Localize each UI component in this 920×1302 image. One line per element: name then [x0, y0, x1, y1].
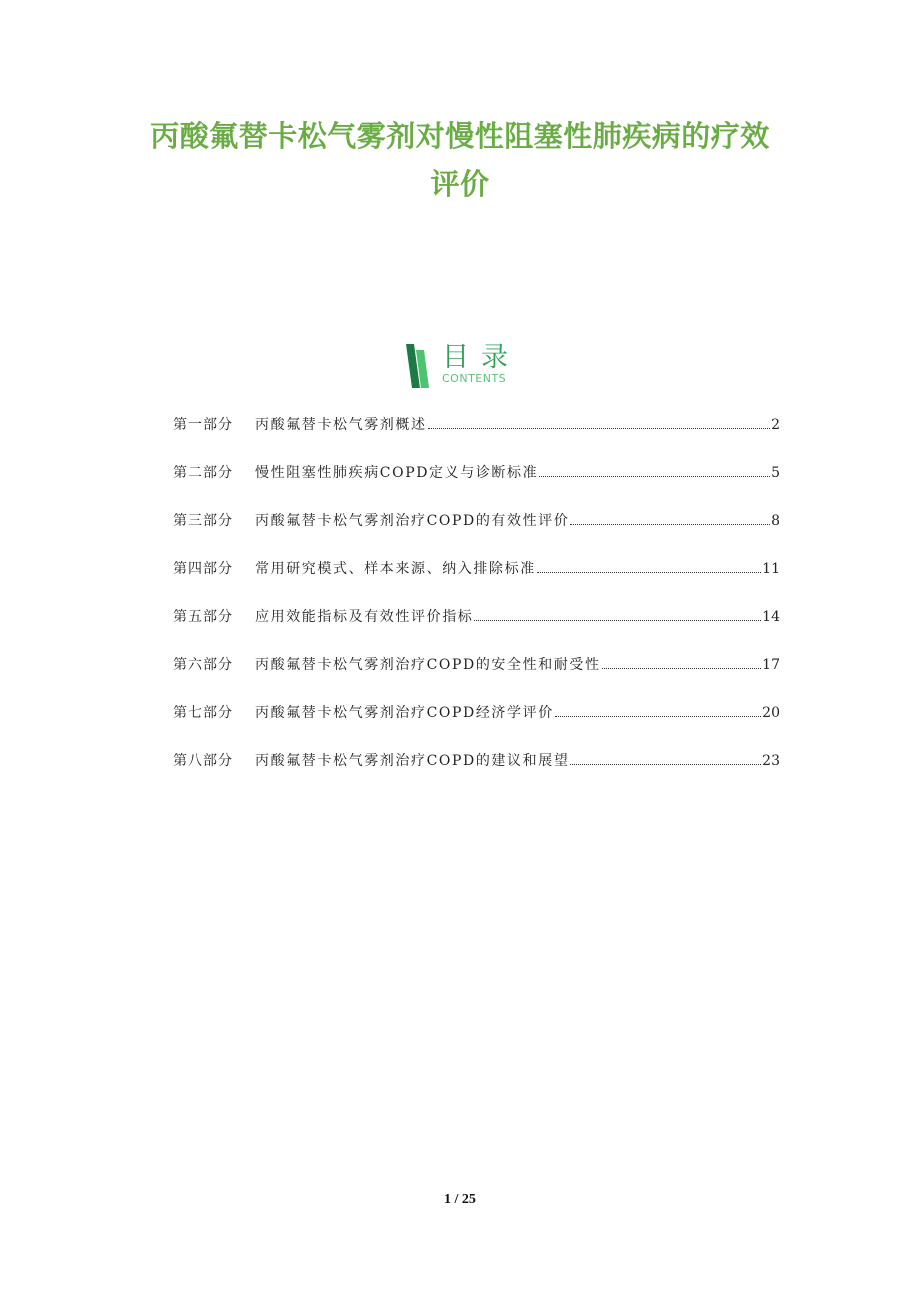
toc-entry[interactable] [173, 653, 780, 701]
toc-leader-dots [539, 475, 770, 477]
toc-subtitle: CONTENTS [442, 372, 507, 385]
toc-entry-part: 第二部分 [173, 465, 233, 481]
toc-entry-title: 丙酸氟替卡松气雾剂概述 [255, 417, 427, 433]
toc-entry[interactable] [173, 509, 780, 557]
toc-entry-part: 第四部分 [173, 561, 233, 577]
toc-entry-part: 第五部分 [173, 609, 233, 625]
toc-entry[interactable] [173, 557, 780, 605]
toc-leader-dots [602, 667, 762, 669]
toc-entry[interactable] [173, 749, 780, 797]
toc-entry[interactable] [173, 605, 780, 653]
toc-entry-page: 2 [771, 417, 780, 433]
toc-leader-dots [537, 571, 761, 573]
toc-entry-page: 17 [762, 657, 780, 673]
document-title: 丙酸氟替卡松气雾剂对慢性阻塞性肺疾病的疗效评价 [150, 119, 770, 201]
toc-entry-page: 8 [771, 513, 780, 529]
toc-leader-dots [428, 427, 770, 429]
toc-entry[interactable] [173, 461, 780, 509]
toc-entry-page: 11 [762, 561, 780, 577]
toc-entry-title: 丙酸氟替卡松气雾剂治疗COPD的安全性和耐受性 [255, 657, 601, 673]
toc-entry-title: 常用研究模式、样本来源、纳入排除标准 [255, 561, 536, 577]
toc-entry[interactable] [173, 701, 780, 749]
toc-entry-title: 应用效能指标及有效性评价指标 [255, 609, 474, 625]
page-number: 1 / 25 [444, 1192, 476, 1207]
toc-entry-page: 23 [762, 753, 780, 769]
toc-leader-dots [570, 763, 761, 765]
toc-title: 目录 [442, 342, 520, 373]
toc-entry-title: 丙酸氟替卡松气雾剂治疗COPD的建议和展望 [255, 753, 570, 769]
toc-header [404, 342, 544, 390]
toc-entry-part: 第三部分 [173, 513, 233, 529]
toc-entry-page: 20 [762, 705, 780, 721]
toc-entry-page: 5 [771, 465, 780, 481]
toc-entry-part: 第六部分 [173, 657, 233, 673]
toc-leader-dots [570, 523, 770, 525]
toc-entry-part: 第一部分 [173, 417, 233, 433]
toc-leader-dots [555, 715, 761, 717]
toc-entry-title: 慢性阻塞性肺疾病COPD定义与诊断标准 [255, 465, 539, 481]
toc-entry-title: 丙酸氟替卡松气雾剂治疗COPD的有效性评价 [255, 513, 570, 529]
table-of-contents [173, 413, 780, 797]
toc-entry-title: 丙酸氟替卡松气雾剂治疗COPD经济学评价 [255, 705, 554, 721]
toc-entry[interactable] [173, 413, 780, 461]
toc-leader-dots [474, 619, 761, 621]
toc-entry-page: 14 [762, 609, 780, 625]
contents-logo-icon [404, 344, 430, 388]
toc-entry-part: 第七部分 [173, 705, 233, 721]
toc-entry-part: 第八部分 [173, 753, 233, 769]
